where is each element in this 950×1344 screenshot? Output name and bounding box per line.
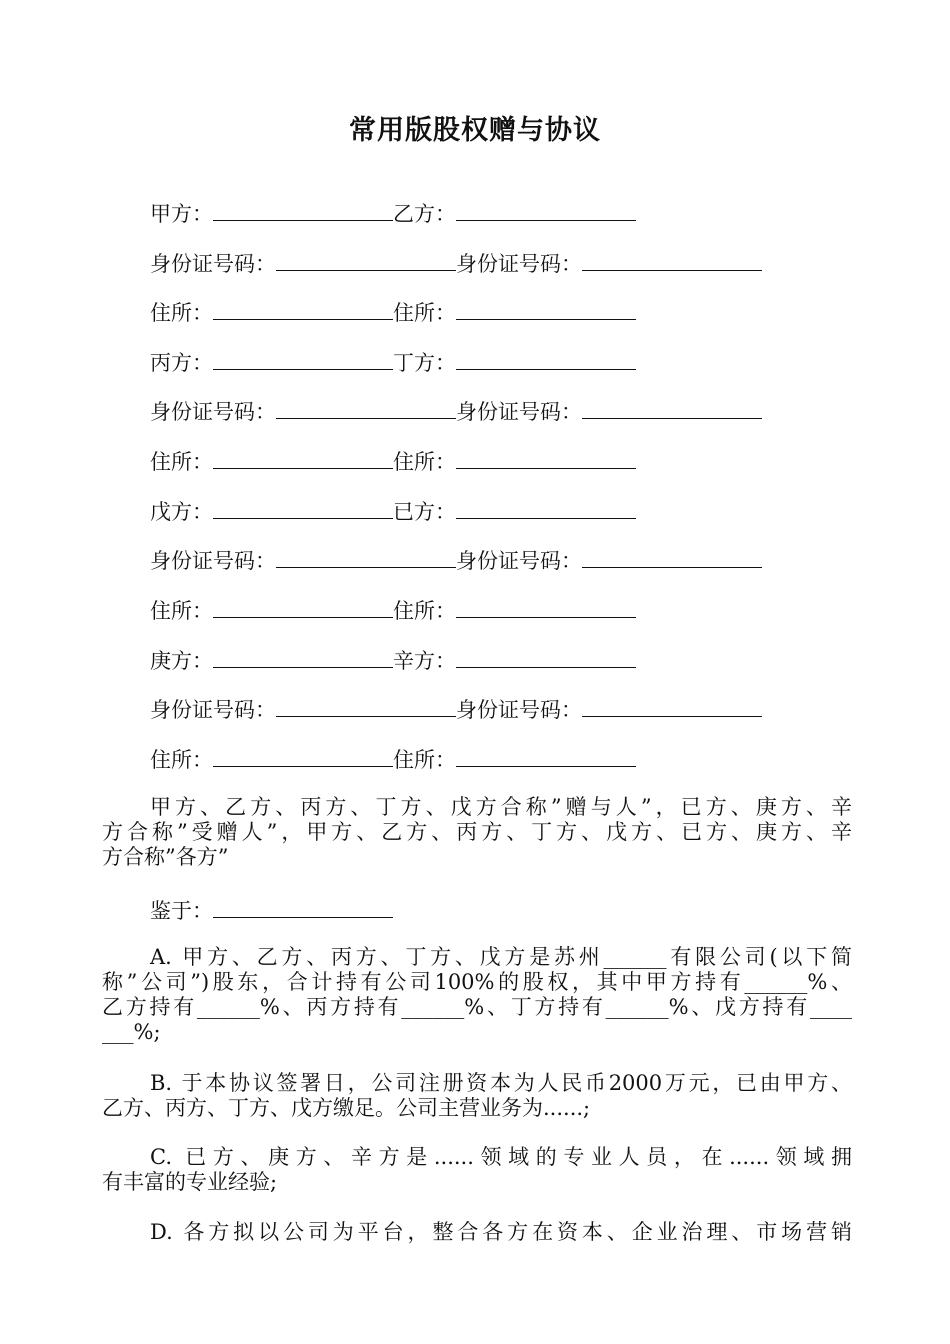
clause-c bbox=[102, 1145, 852, 1195]
party-left-label: 身份证号码： bbox=[150, 549, 276, 573]
party-right-label: 身份证号码： bbox=[456, 698, 582, 722]
party-row bbox=[150, 348, 636, 378]
definitions-line-1: 甲方、乙方、丙方、丁方、戊方合称”赠与人”，已方、庚方、辛 bbox=[150, 795, 852, 819]
party-left-blank[interactable] bbox=[213, 348, 393, 370]
party-right-label: 住所： bbox=[393, 301, 456, 325]
clause-c-line-1: C. 已方、庚方、辛方是......领域的专业人员，在......领域拥 bbox=[150, 1145, 852, 1169]
party-row bbox=[150, 646, 636, 676]
party-right-label: 身份证号码： bbox=[456, 400, 582, 424]
party-left-label: 戊方： bbox=[150, 500, 213, 524]
party-right-blank[interactable] bbox=[456, 348, 636, 370]
party-left-label: 庚方： bbox=[150, 649, 213, 673]
clause-a-line-3: 乙方持有______%、丙方持有______%、丁方持有______%、戊方持有____ bbox=[102, 995, 852, 1019]
party-row bbox=[150, 745, 636, 775]
party-left-label: 住所： bbox=[150, 301, 213, 325]
party-left-blank[interactable] bbox=[213, 646, 393, 668]
party-right-blank[interactable] bbox=[456, 199, 636, 221]
party-right-blank[interactable] bbox=[582, 397, 762, 419]
party-right-label: 乙方： bbox=[393, 202, 456, 226]
party-right-label: 丁方： bbox=[393, 351, 456, 375]
party-right-blank[interactable] bbox=[456, 497, 636, 519]
whereas-row bbox=[150, 896, 393, 926]
whereas-label: 鉴于： bbox=[150, 899, 213, 923]
party-row bbox=[150, 596, 636, 626]
party-left-label: 身份证号码： bbox=[150, 698, 276, 722]
clause-a bbox=[102, 945, 852, 1045]
party-right-label: 住所： bbox=[393, 748, 456, 772]
definitions-line-3: 方合称”各方” bbox=[102, 845, 229, 869]
party-right-blank[interactable] bbox=[582, 695, 762, 717]
party-right-blank[interactable] bbox=[456, 646, 636, 668]
clause-a-line-2: 称”公司”)股东，合计持有公司100%的股权，其中甲方持有______%、 bbox=[102, 970, 852, 994]
party-right-label: 身份证号码： bbox=[456, 252, 582, 276]
party-left-label: 住所： bbox=[150, 599, 213, 623]
clause-a-line-1: A. 甲方、乙方、丙方、丁方、戊方是苏州______有限公司(以下简 bbox=[150, 945, 852, 969]
party-row bbox=[150, 397, 762, 427]
party-right-blank[interactable] bbox=[456, 596, 636, 618]
party-left-blank[interactable] bbox=[276, 397, 456, 419]
party-row bbox=[150, 546, 762, 576]
party-left-blank[interactable] bbox=[213, 447, 393, 469]
party-right-label: 住所： bbox=[393, 599, 456, 623]
clause-d-line-1: D. 各方拟以公司为平台，整合各方在资本、企业治理、市场营销 bbox=[150, 1220, 852, 1244]
party-left-label: 丙方： bbox=[150, 351, 213, 375]
clause-b-line-2: 乙方、丙方、丁方、戊方缴足。公司主营业务为......; bbox=[102, 1096, 591, 1120]
party-row bbox=[150, 249, 762, 279]
party-right-label: 身份证号码： bbox=[456, 549, 582, 573]
party-left-blank[interactable] bbox=[213, 497, 393, 519]
party-row bbox=[150, 497, 636, 527]
party-left-label: 住所： bbox=[150, 450, 213, 474]
party-right-blank[interactable] bbox=[456, 447, 636, 469]
party-left-blank[interactable] bbox=[213, 298, 393, 320]
party-right-label: 辛方： bbox=[393, 649, 456, 673]
party-right-label: 已方： bbox=[393, 500, 456, 524]
clause-b-line-1: B. 于本协议签署日，公司注册资本为人民币2000万元，已由甲方、 bbox=[150, 1071, 852, 1095]
party-left-label: 身份证号码： bbox=[150, 252, 276, 276]
clause-b bbox=[102, 1071, 852, 1121]
party-row bbox=[150, 298, 636, 328]
party-left-label: 身份证号码： bbox=[150, 400, 276, 424]
document-title: 常用版股权赠与协议 bbox=[349, 115, 601, 146]
party-right-blank[interactable] bbox=[456, 298, 636, 320]
party-left-blank[interactable] bbox=[276, 695, 456, 717]
party-right-blank[interactable] bbox=[582, 546, 762, 568]
party-left-blank[interactable] bbox=[276, 546, 456, 568]
party-right-blank[interactable] bbox=[456, 745, 636, 767]
clause-d bbox=[102, 1220, 852, 1245]
definitions-line-2: 方合称”受赠人”，甲方、乙方、丙方、丁方、戊方、已方、庚方、辛 bbox=[102, 820, 852, 844]
definitions-paragraph bbox=[102, 795, 852, 870]
clause-a-line-4: ___%; bbox=[102, 1020, 161, 1044]
party-left-label: 住所： bbox=[150, 748, 213, 772]
whereas-blank[interactable] bbox=[213, 896, 393, 918]
party-row bbox=[150, 695, 762, 725]
party-left-blank[interactable] bbox=[213, 745, 393, 767]
party-left-blank[interactable] bbox=[213, 596, 393, 618]
party-left-label: 甲方： bbox=[150, 202, 213, 226]
party-right-blank[interactable] bbox=[582, 249, 762, 271]
party-row bbox=[150, 199, 636, 229]
clause-c-line-2: 有丰富的专业经验; bbox=[102, 1170, 278, 1194]
party-row bbox=[150, 447, 636, 477]
party-left-blank[interactable] bbox=[276, 249, 456, 271]
party-right-label: 住所： bbox=[393, 450, 456, 474]
party-left-blank[interactable] bbox=[213, 199, 393, 221]
